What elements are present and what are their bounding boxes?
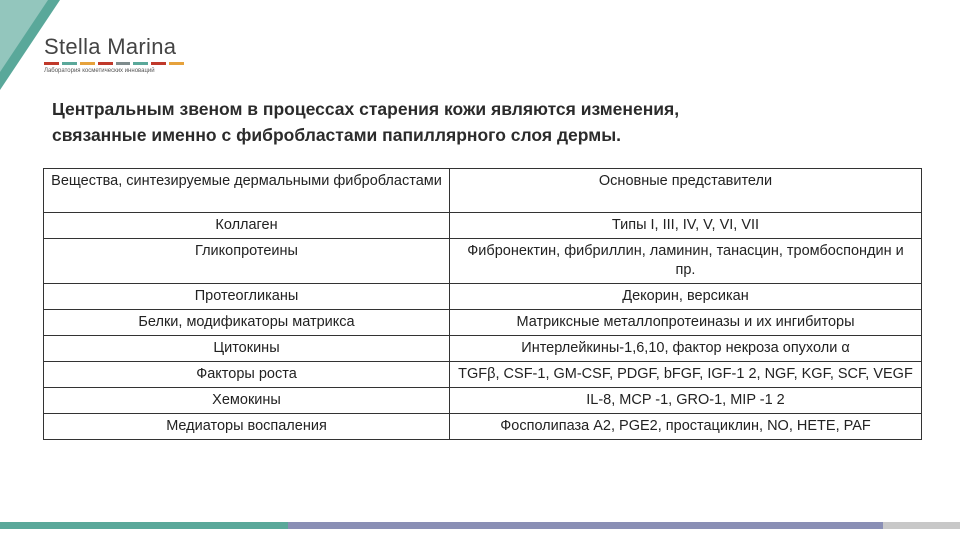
footer-stripe-segment (883, 522, 960, 529)
row-representatives: Матриксные металлопротеиназы и их ингибиторы (450, 310, 922, 336)
brand-dot (151, 62, 166, 65)
brand-dot (44, 62, 59, 65)
row-substance: Коллаген (44, 213, 450, 239)
brand-dot (116, 62, 131, 65)
row-substance: Цитокины (44, 336, 450, 362)
row-substance: Протеогликаны (44, 284, 450, 310)
footer-stripe-segment (0, 522, 288, 529)
row-representatives: Интерлейкины-1,6,10, фактор некроза опухоли α (450, 336, 922, 362)
brand-dot (169, 62, 184, 65)
row-substance: Хемокины (44, 388, 450, 414)
header-substances: Вещества, синтезируемые дермальными фибробластами (44, 169, 450, 213)
brand-dot (62, 62, 77, 65)
brand-tagline: Лаборатория косметических инноваций (44, 68, 155, 74)
row-substance: Факторы роста (44, 362, 450, 388)
table-row (44, 213, 922, 239)
row-substance: Гликопротеины (44, 239, 450, 284)
row-representatives: Декорин, версикан (450, 284, 922, 310)
row-representatives: TGFβ, CSF-1, GM-CSF, PDGF, bFGF, IGF-1 2, NGF, KGF, SCF, VEGF (450, 362, 922, 388)
row-substance: Белки, модификаторы матрикса (44, 310, 450, 336)
table-row (44, 310, 922, 336)
footer-stripe-segment (288, 522, 883, 529)
row-substance: Медиаторы воспаления (44, 414, 450, 440)
brand-dot (80, 62, 95, 65)
table-row (44, 239, 922, 284)
table-row (44, 362, 922, 388)
table-row (44, 336, 922, 362)
brand-dot (98, 62, 113, 65)
header-representatives: Основные представители (450, 169, 922, 213)
row-representatives: Типы I, III, IV, V, VI, VII (450, 213, 922, 239)
heading-line-2: связанные именно с фибробластами папиллярного слоя дермы. (52, 125, 621, 145)
row-representatives: Фосполипаза А2, PGE2, простациклин, NO, HETE, PAF (450, 414, 922, 440)
table-row (44, 388, 922, 414)
heading-line-1: Центральным звеном в процессах старения кожи являются изменения, (52, 99, 680, 119)
brand-name: Stella Marina (44, 34, 177, 59)
brand-logo (44, 36, 184, 74)
table-header-row (44, 169, 922, 213)
fibroblast-table (43, 168, 922, 440)
table-row (44, 284, 922, 310)
footer-stripe (0, 522, 960, 529)
brand-dot (133, 62, 148, 65)
table-row (44, 414, 922, 440)
brand-dots (44, 62, 184, 66)
page-heading (52, 96, 912, 148)
row-representatives: IL-8, MCP -1, GRO-1, MIP -1 2 (450, 388, 922, 414)
row-representatives: Фибронектин, фибриллин, ламинин, танасцин, тромбоспондин и пр. (450, 239, 922, 284)
